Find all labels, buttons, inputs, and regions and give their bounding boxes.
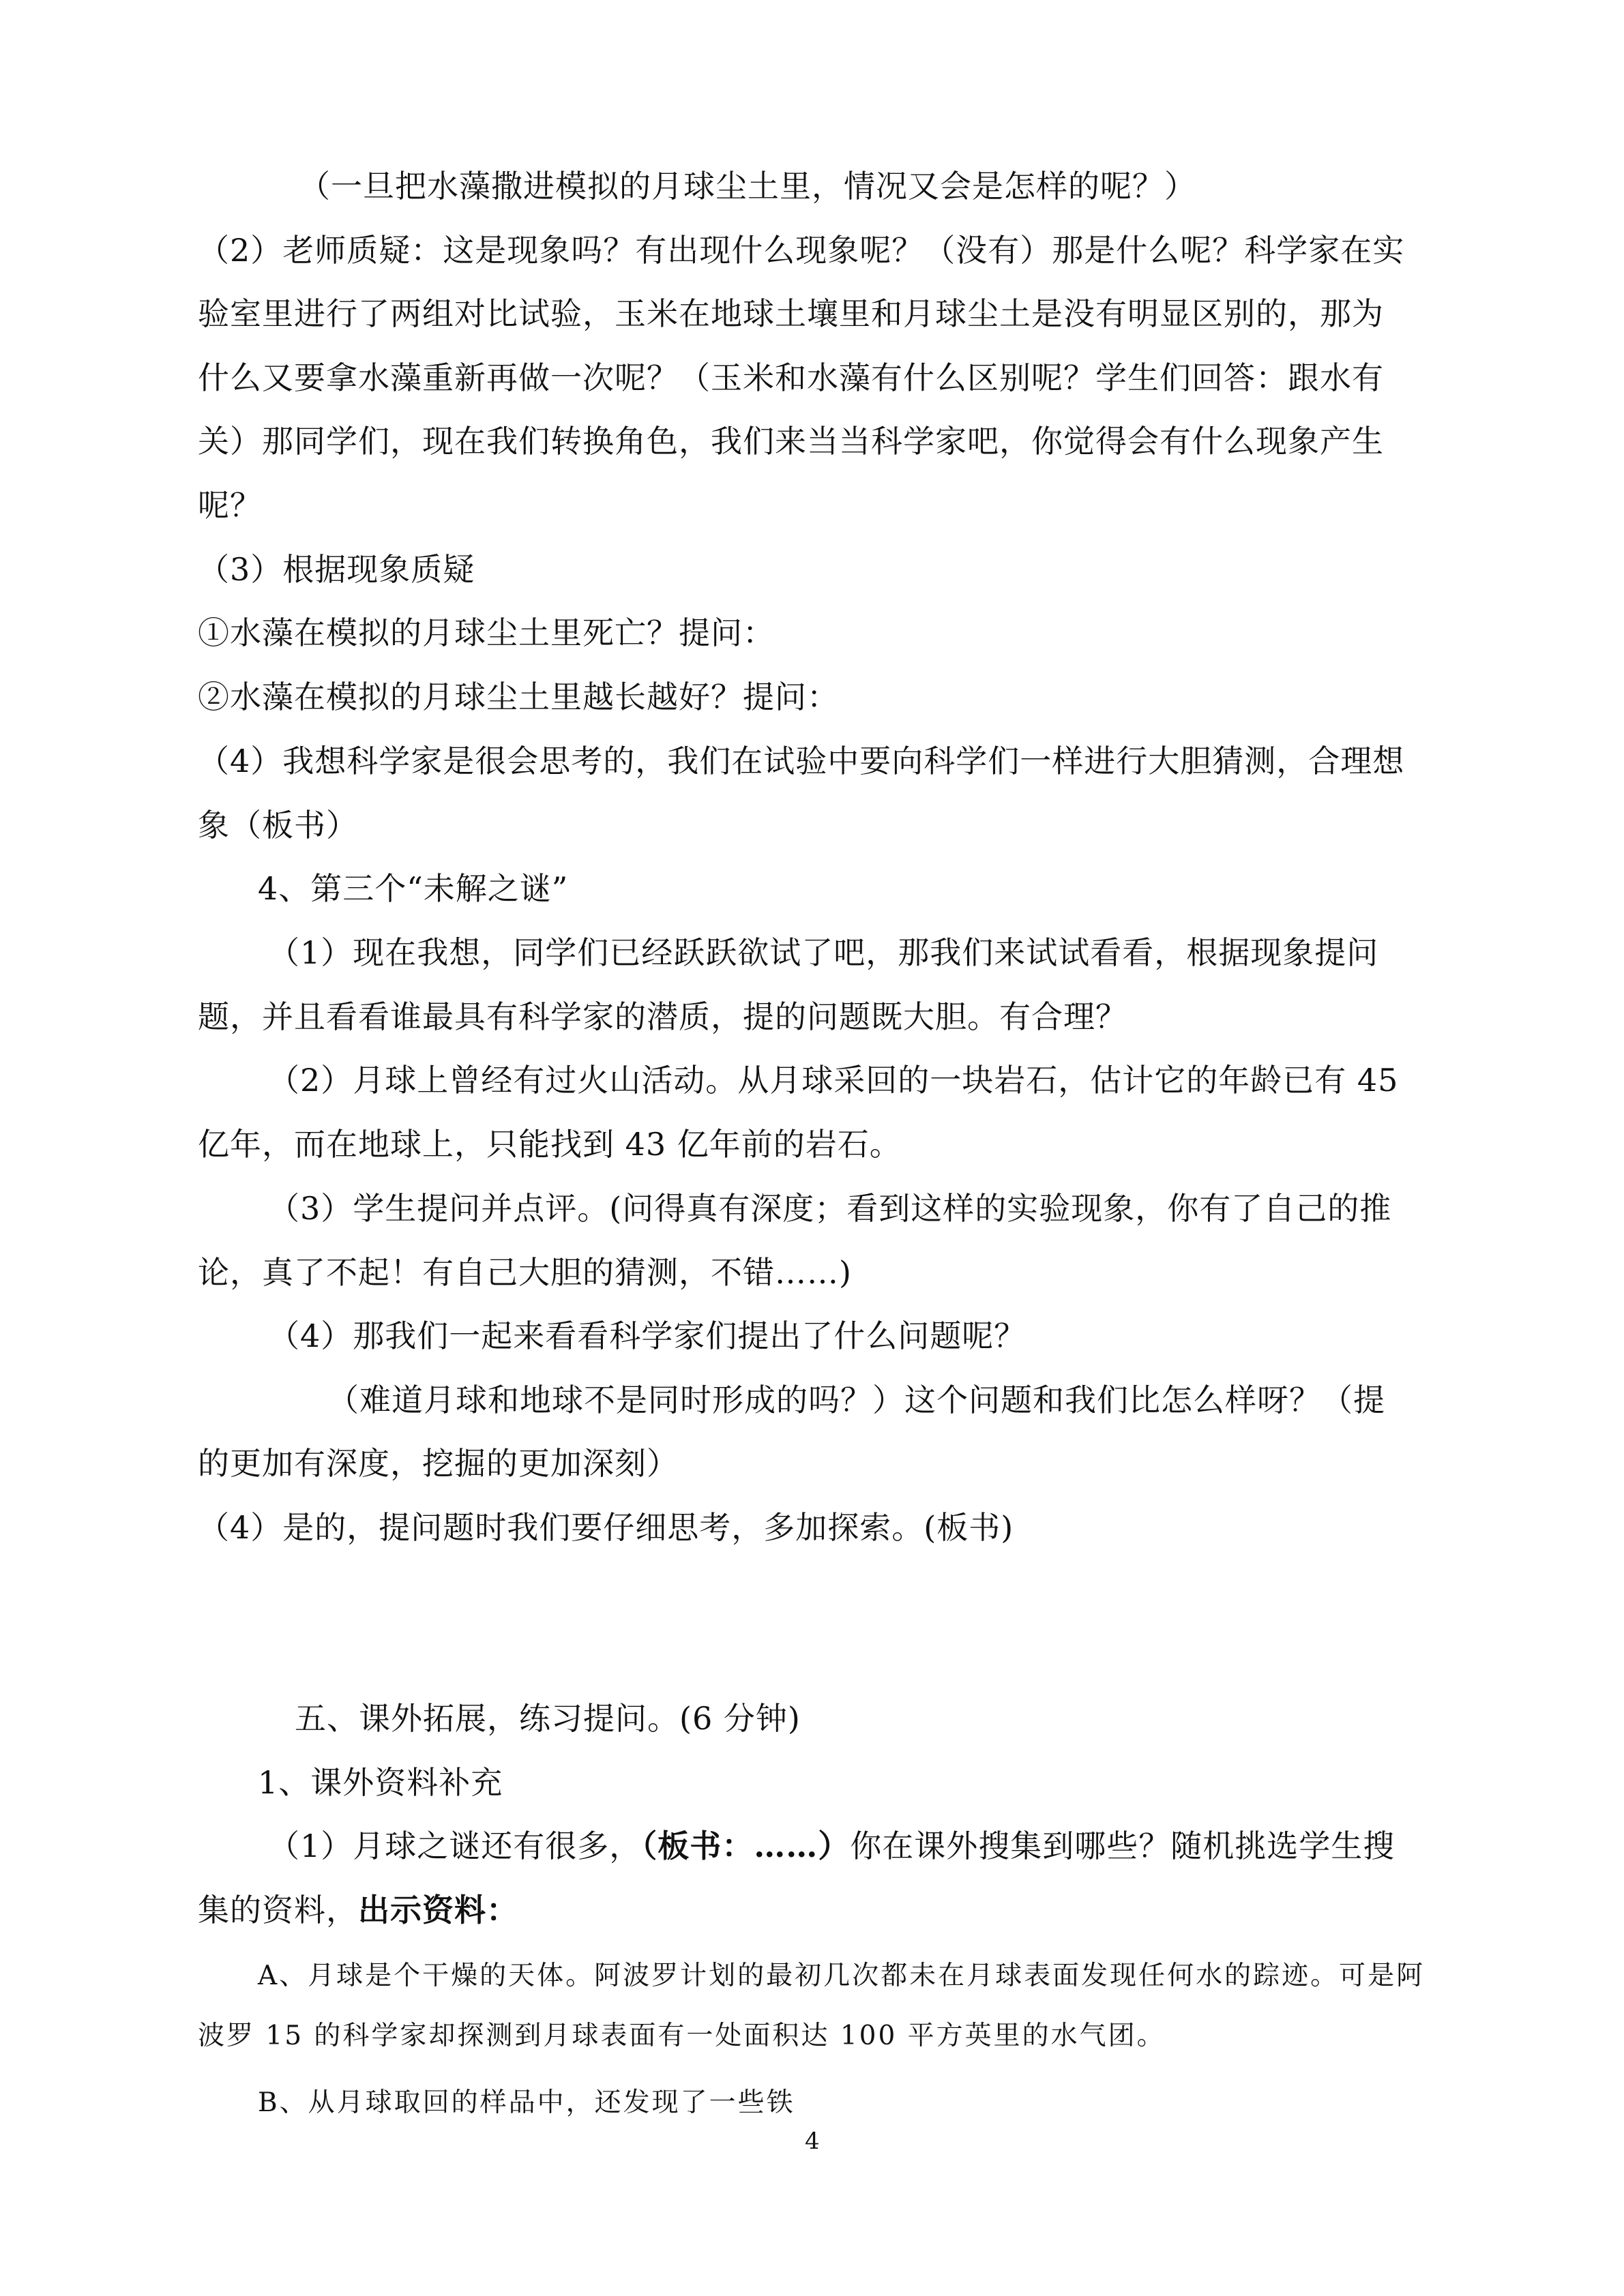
text-line-9: ②水藻在模拟的月球尘土里越长越好？提问： [198,679,839,715]
text-segment: （1）月球之谜还有很多， [268,1828,642,1864]
text-line-15: （2）月球上曾经有过火山活动。从月球采回的一块岩石，估计它的年龄已有 45 [268,1062,1399,1099]
text-line-21: 的更加有深度，挖掘的更加深刻） [198,1445,679,1482]
text-line-7: （3）根据现象质疑 [198,551,475,588]
bold-segment: 出示资料： [358,1892,518,1928]
text-line-10: （4）我想科学家是很会思考的，我们在试验中要向科学们一样进行大胆猜测，合理想 [198,743,1405,779]
text-line-4: 什么又要拿水藻重新再做一次呢？（玉米和水藻有什么区别呢？学生们回答：跟水有 [198,359,1384,396]
text-line-22: （4）是的，提问题时我们要仔细思考，多加探索。(板书) [198,1509,1014,1546]
text-line-17: （3）学生提问并点评。(问得真有深度；看到这样的实验现象，你有了自己的推 [268,1190,1392,1227]
text-line-5: 关）那同学们，现在我们转换角色，我们来当当科学家吧，你觉得会有什么现象产生 [198,423,1384,460]
text-line-11: 象（板书） [198,807,358,844]
subsection-heading: 1、课外资料补充 [258,1764,503,1801]
text-line-12: 4、第三个“未解之谜” [258,870,569,907]
text-line-1: （一旦把水藻撒进模拟的月球尘土里，情况又会是怎样的呢？） [299,168,1196,205]
text-line-13: （1）现在我想，同学们已经跃跃欲试了吧，那我们来试试看看，根据现象提问 [268,934,1379,971]
text-segment: 你在课外搜集到哪些？随机挑选学生搜 [850,1828,1396,1864]
text-line-16: 亿年，而在地球上，只能找到 43 亿年前的岩石。 [198,1126,902,1163]
text-line-3: 验室里进行了两组对比试验，玉米在地球土壤里和月球尘土是没有明显区别的，那为 [198,295,1384,332]
text-line-19: （4）那我们一起来看看科学家们提出了什么问题呢？ [268,1317,1027,1354]
text-segment: 集的资料， [198,1892,358,1928]
text-line-20: （难道月球和地球不是同时形成的吗？）这个问题和我们比怎么样呀？（提 [327,1382,1385,1418]
material-line-a2: 波罗 15 的科学家却探测到月球表面有一处面积达 100 平方英里的水气团。 [198,2021,1166,2051]
text-line-18: 论，真了不起！有自己大胆的猜测，不错……) [198,1254,852,1291]
text-line-26 [198,1890,518,1930]
bold-segment: （板书：……） [641,1828,851,1864]
text-line-25 [268,1825,1395,1866]
section-heading: 五、课外拓展，练习提问。(6 分钟) [295,1700,801,1737]
text-line-6: 呢？ [198,487,262,524]
material-line-b: B、从月球取回的样品中，还发现了一些铁 [258,2087,795,2118]
text-line-14: 题，并且看看谁最具有科学家的潜质，提的问题既大胆。有合理？ [198,998,1127,1035]
page-number: 4 [805,2128,820,2155]
text-line-8: ①水藻在模拟的月球尘土里死亡？提问： [198,614,775,651]
material-line-a1: A、月球是个干燥的天体。阿波罗计划的最初几次都未在月球表面发现任何水的踪迹。可是阿 [258,1960,1426,1991]
text-line-2: （2）老师质疑：这是现象吗？有出现什么现象呢？（没有）那是什么呢？科学家在实 [198,232,1405,269]
